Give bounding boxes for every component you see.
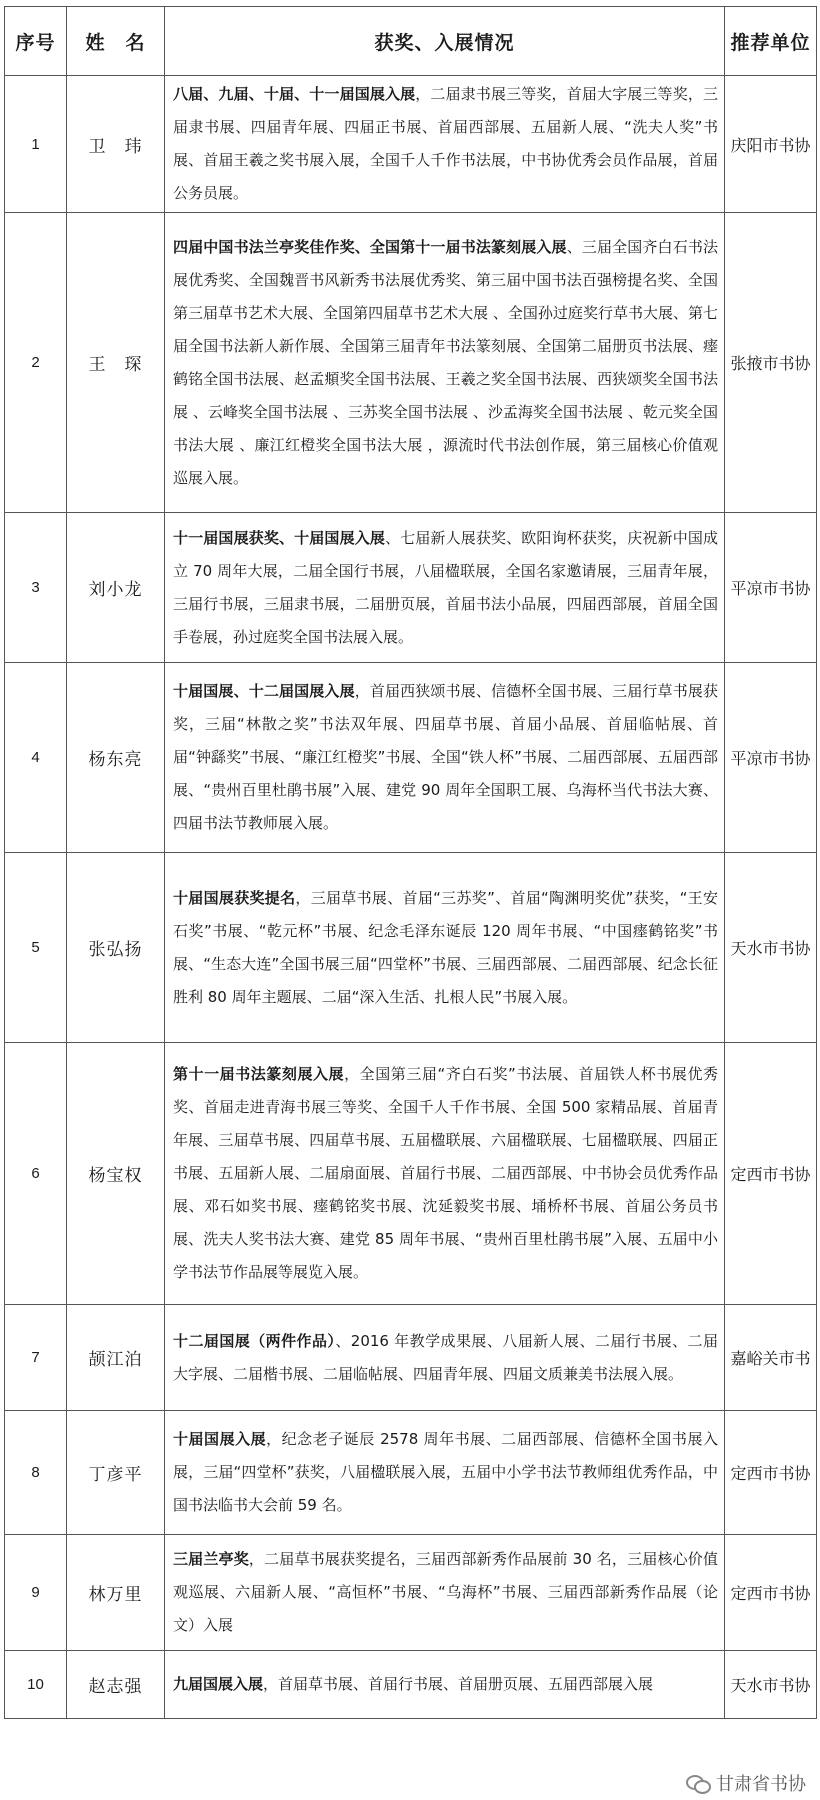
row-unit: 平凉市书协 (725, 513, 817, 663)
row-seq: 1 (5, 76, 67, 213)
row-awards (165, 1535, 725, 1651)
row-seq: 5 (5, 853, 67, 1043)
row-unit: 定西市书协 (725, 1535, 817, 1651)
wechat-icon (686, 1773, 710, 1793)
row-name: 丁彦平 (67, 1411, 165, 1535)
row-awards (165, 76, 725, 213)
row-name: 刘小龙 (67, 513, 165, 663)
row-awards-text: 、三届全国齐白石书法展优秀奖、全国魏晋书风新秀书法展优秀奖、第三届中国书法百强榜提名奖、全国第三届草书艺术大展、全国第四届草书艺术大展 、全国孙过庭奖行草书大展、第七届全国书法新人新作展、全国第三届青年书法篆刻展、全国第二届册页书法展、瘗鹤铭全国书法展、赵孟頫奖全国书法展、王羲之奖全国书法展、西狭颂奖全国书法展 、云峰奖全国书法展 、三苏奖全国书法展 、沙孟海奖全国书法展 、乾元奖全国书法大展 、廉江红橙奖全国书法大展 ，源流时代书法创作展，第三届核心价值观巡展入展。 (173, 237, 718, 487)
row-seq: 10 (5, 1651, 67, 1719)
row-awards (165, 1411, 725, 1535)
row-unit: 嘉峪关市书 (725, 1305, 817, 1411)
row-awards-highlight: 十届国展获奖提名 (173, 888, 296, 907)
row-awards-highlight: 四届中国书法兰亭奖佳作奖、全国第十一届书法篆刻展入展 (173, 237, 567, 256)
row-name: 林万里 (67, 1535, 165, 1651)
row-awards (165, 1043, 725, 1305)
row-unit: 张掖市书协 (725, 213, 817, 513)
row-seq: 7 (5, 1305, 67, 1411)
header-name: 姓 名 (67, 7, 165, 76)
row-awards-text: ，全国第三届“齐白石奖”书法展、首届铁人杯书展优秀奖、首届走进青海书展三等奖、全国千人千作书展、全国 500 家精品展、首届青年展、三届草书展、四届草书展、五届楹联展、六届楹联展、七届楹联展、四届正书展、五届新人展、二届扇面展、首届行书展、二届西部展、中书协会员优秀作品展、邓石如奖书展、瘗鹤铭奖书展、沈延毅奖书展、埇桥杯书展、首届公务员书展、洗夫人奖书法大赛、建党 85 周年书展、“贵州百里杜鹃书展”入展、五届中小学书法节作品展等展览入展。 (173, 1065, 718, 1281)
table-row (5, 1651, 817, 1719)
row-awards-highlight: 十一届国展获奖、十届国展入展 (173, 528, 385, 547)
row-unit: 庆阳市书协 (725, 76, 817, 213)
row-unit: 定西市书协 (725, 1043, 817, 1305)
row-seq: 3 (5, 513, 67, 663)
row-seq: 6 (5, 1043, 67, 1305)
row-unit: 天水市书协 (725, 853, 817, 1043)
row-awards-text: 、七届新人展获奖、欧阳询杯获奖，庆祝新中国成立 70 周年大展，二届全国行书展，八届楹联展，全国名家邀请展，三届青年展，三届行书展，三届隶书展，二届册页展，首届书法小品展，四届西部展，首届全国手卷展，孙过庭奖全国书法展入展。 (173, 528, 718, 646)
row-name: 杨东亮 (67, 663, 165, 853)
row-unit: 定西市书协 (725, 1411, 817, 1535)
header-unit: 推荐单位 (725, 7, 817, 76)
row-awards (165, 1305, 725, 1411)
row-awards-text: ，纪念老子诞辰 2578 周年书展、二届西部展、信德杯全国书展入展，三届“四堂杯”获奖，八届楹联展入展，五届中小学书法节教师组优秀作品，中国书法临书大会前 59 名。 (173, 1430, 718, 1514)
source-watermark (686, 1770, 806, 1796)
row-unit: 平凉市书协 (725, 663, 817, 853)
row-name: 张弘扬 (67, 853, 165, 1043)
header-awards: 获奖、入展情况 (165, 7, 725, 76)
table-row (5, 213, 817, 513)
row-awards-highlight: 十届国展入展 (173, 1430, 267, 1448)
row-awards-text: ，二届草书展获奖提名，三届西部新秀作品展前 30 名，三届核心价值观巡展、六届新人展、“高恒杯”书展、“乌海杯”书展、三届西部新秀作品展（论文）入展 (173, 1550, 718, 1634)
table-row (5, 1043, 817, 1305)
row-awards-text: ，三届草书展、首届“三苏奖”、首届“陶渊明奖优”获奖，“王安石奖”书展、“乾元杯”书展、纪念毛泽东诞辰 120 周年书展、“中国瘗鹤铭奖”书展、“生态大连”全国书展三届“四堂杯”书展、三届西部展、二届西部展、纪念长征胜利 80 周年主题展、二届“深入生活、扎根人民”书展入展。 (173, 888, 718, 1006)
exhibition-table (4, 6, 817, 1719)
table-row (5, 1411, 817, 1535)
row-awards-highlight: 第十一届书法篆刻展入展 (173, 1065, 345, 1083)
row-name: 王 琛 (67, 213, 165, 513)
row-awards-highlight: 十二届国展（两件作品） (173, 1331, 336, 1350)
row-seq: 9 (5, 1535, 67, 1651)
row-name: 卫 玮 (67, 76, 165, 213)
header-row (5, 7, 817, 76)
row-awards (165, 663, 725, 853)
row-name: 赵志强 (67, 1651, 165, 1719)
row-seq: 8 (5, 1411, 67, 1535)
row-awards-highlight: 八届、九届、十届、十一届国展入展 (173, 85, 416, 103)
row-awards-text: 、2016 年教学成果展、八届新人展、二届行书展、二届大字展、二届楷书展、二届临帖展、四届青年展、四届文质兼美书法展入展。 (173, 1331, 718, 1383)
row-awards-highlight: 九届国展入展 (173, 1675, 264, 1693)
row-awards-text: ，首届草书展、首届行书展、首届册页展、五届西部展入展 (263, 1675, 654, 1693)
row-awards-highlight: 十届国展、十二届国展入展 (173, 682, 355, 700)
table-row (5, 663, 817, 853)
row-awards (165, 1651, 725, 1719)
row-name: 颉江泊 (67, 1305, 165, 1411)
table-row (5, 1535, 817, 1651)
row-awards (165, 213, 725, 513)
row-awards (165, 853, 725, 1043)
row-name: 杨宝权 (67, 1043, 165, 1305)
row-unit: 天水市书协 (725, 1651, 817, 1719)
row-awards-text: ，二届隶书展三等奖，首届大字展三等奖，三届隶书展、四届青年展、四届正书展、首届西部展、五届新人展、“洗夫人奖”书展、首届王羲之奖书展入展，全国千人千作书法展，中书协优秀会员作品展，首届公务员展。 (173, 85, 718, 202)
header-seq: 序号 (5, 7, 67, 76)
row-seq: 2 (5, 213, 67, 513)
table-row (5, 1305, 817, 1411)
table-row (5, 76, 817, 213)
table-row (5, 853, 817, 1043)
watermark-text: 甘肃省书协 (716, 1774, 806, 1795)
row-seq: 4 (5, 663, 67, 853)
table-row (5, 513, 817, 663)
row-awards-text: ，首届西狭颂书展、信德杯全国书展、三届行草书展获奖，三届“林散之奖”书法双年展、四届草书展、首届小品展、首届临帖展、首届“钟繇奖”书展、“廉江红橙奖”书展、全国“铁人杯”书展、二届西部展、五届西部展、“贵州百里杜鹃书展”入展、建党 90 周年全国职工展、乌海杯当代书法大赛、四届书法节教师展入展。 (173, 682, 718, 832)
row-awards-highlight: 三届兰亭奖 (173, 1550, 249, 1568)
row-awards (165, 513, 725, 663)
